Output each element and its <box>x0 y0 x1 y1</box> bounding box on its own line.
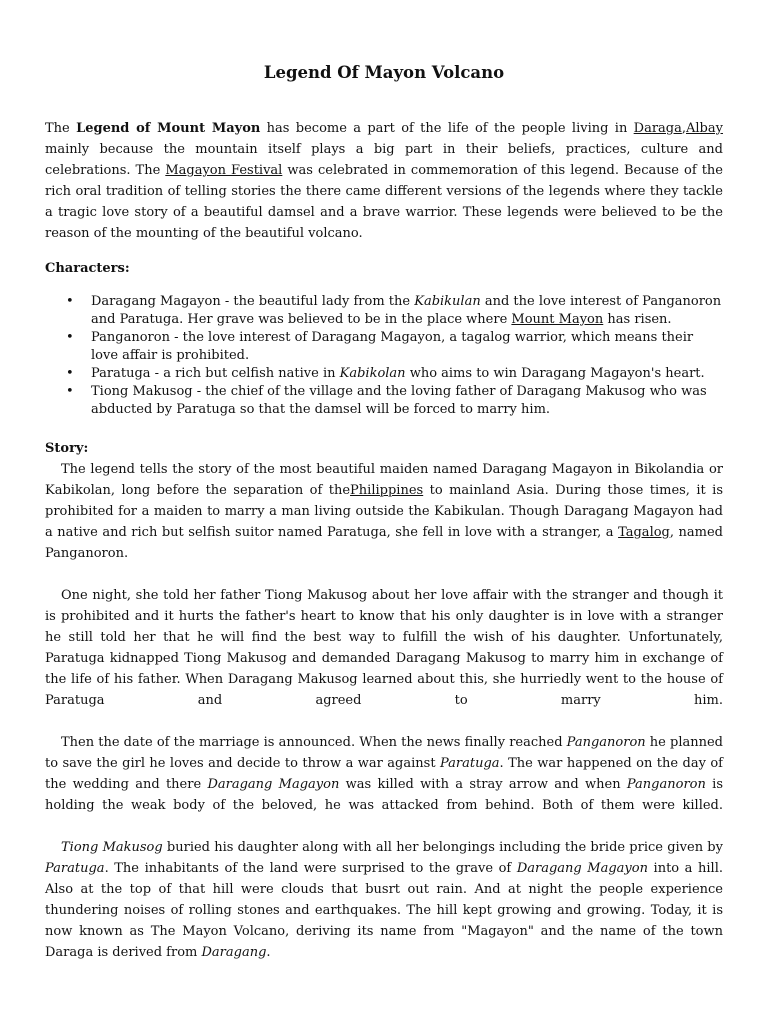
characters-list <box>45 293 723 419</box>
intro-paragraph: The Legend of Mount Mayon has become a part of the life of the people living in Daraga,Albay mainly because the mountain itself plays a big part in their beliefs, practices, culture and celebrations. The Magayon Festival was celebrated in commemoration of this legend. Because of the rich oral tradition of telling stories the there came different versions of the legends where they tackle a tragic love story of a beautiful damsel and a brave warrior. These legends were believed to be the reason of the mounting of the beautiful volcano. <box>45 121 724 241</box>
characters-heading: Characters: <box>45 261 130 276</box>
story-paragraph-3: Then the date of the marriage is announced. When the news finally reached Panganoron he planned to save the girl he loves and decide to throw a war against Paratuga. The war happened on the day of the wedding and there Daragang Magayon was killed with a stray arrow and when Panganoron is holding the weak body of the beloved, he was attacked from behind. Both of them were killed. <box>45 735 724 813</box>
story-paragraph-1: The legend tells the story of the most beautiful maiden named Daragang Magayon in Bikolandia or Kabikolan, long before the separation of thePhilippines to mainland Asia. During those times, it is prohibited for a maiden to marry a man living outside the Kabikulan. Though Daragang Magayon had a native and rich but selfish suitor named Paratuga, she fell in love with a stranger, a Tagalog, named Panganoron. <box>45 462 723 561</box>
link-daraga[interactable]: Daraga <box>633 121 682 136</box>
link-magayon-festival[interactable]: Magayon Festival <box>165 163 283 178</box>
legend-name: Legend of Mount Mayon <box>76 121 261 136</box>
link-albay[interactable]: Albay <box>686 121 723 136</box>
document-page <box>45 58 723 963</box>
story-heading: Story: <box>45 441 89 456</box>
link-philippines[interactable]: Philippines <box>350 483 424 498</box>
link-mount-mayon[interactable]: Mount Mayon <box>511 312 604 327</box>
link-tagalog[interactable]: Tagalog <box>618 525 670 540</box>
list-item: • Tiong Makusog - the chief of the village and the loving father of Daragang Makusog who was abducted by Paratuga so that the damsel will be forced to marry him. <box>91 383 723 419</box>
list-item: • Paratuga - a rich but celfish native in Kabikolan who aims to win Daragang Magayon's heart. <box>91 365 723 383</box>
list-item: • Panganoron - the love interest of Daragang Magayon, a tagalog warrior, which means their love affair is prohibited. <box>91 329 723 365</box>
list-item: • Daragang Magayon - the beautiful lady from the Kabikulan and the love interest of Panganoron and Paratuga. Her grave was believed to be in the place where Mount Mayon has risen. <box>91 293 723 329</box>
document-title: Legend Of Mayon Volcano <box>263 63 505 82</box>
story-paragraph-2: One night, she told her father Tiong Makusog about her love affair with the stranger and though it is prohibited and it hurts the father's heart to know that his only daughter is in love with a stranger he still told her that he will find the best way to fulfill the wish of his daughter. Unfortunately, Paratuga kidnapped Tiong Makusog and demanded Daragang Makusog to marry him in exchange of the life of his father. When Daragang Makusog learned about this, she hurriedly went to the house of Paratuga and agreed to marry him. <box>45 588 723 708</box>
story-paragraph-4: Tiong Makusog buried his daughter along with all her belongings including the bride price given by Paratuga. The inhabitants of the land were surprised to the grave of Daragang Magayon into a hill. Also at the top of that hill were clouds that busrt out rain. And at night the people experience thundering noises of rolling stones and earthquakes. The hill kept growing and growing. Today, it is now known as The Mayon Volcano, deriving its name from "Magayon" and the name of the town Daraga is derived from Daragang. <box>45 840 723 960</box>
